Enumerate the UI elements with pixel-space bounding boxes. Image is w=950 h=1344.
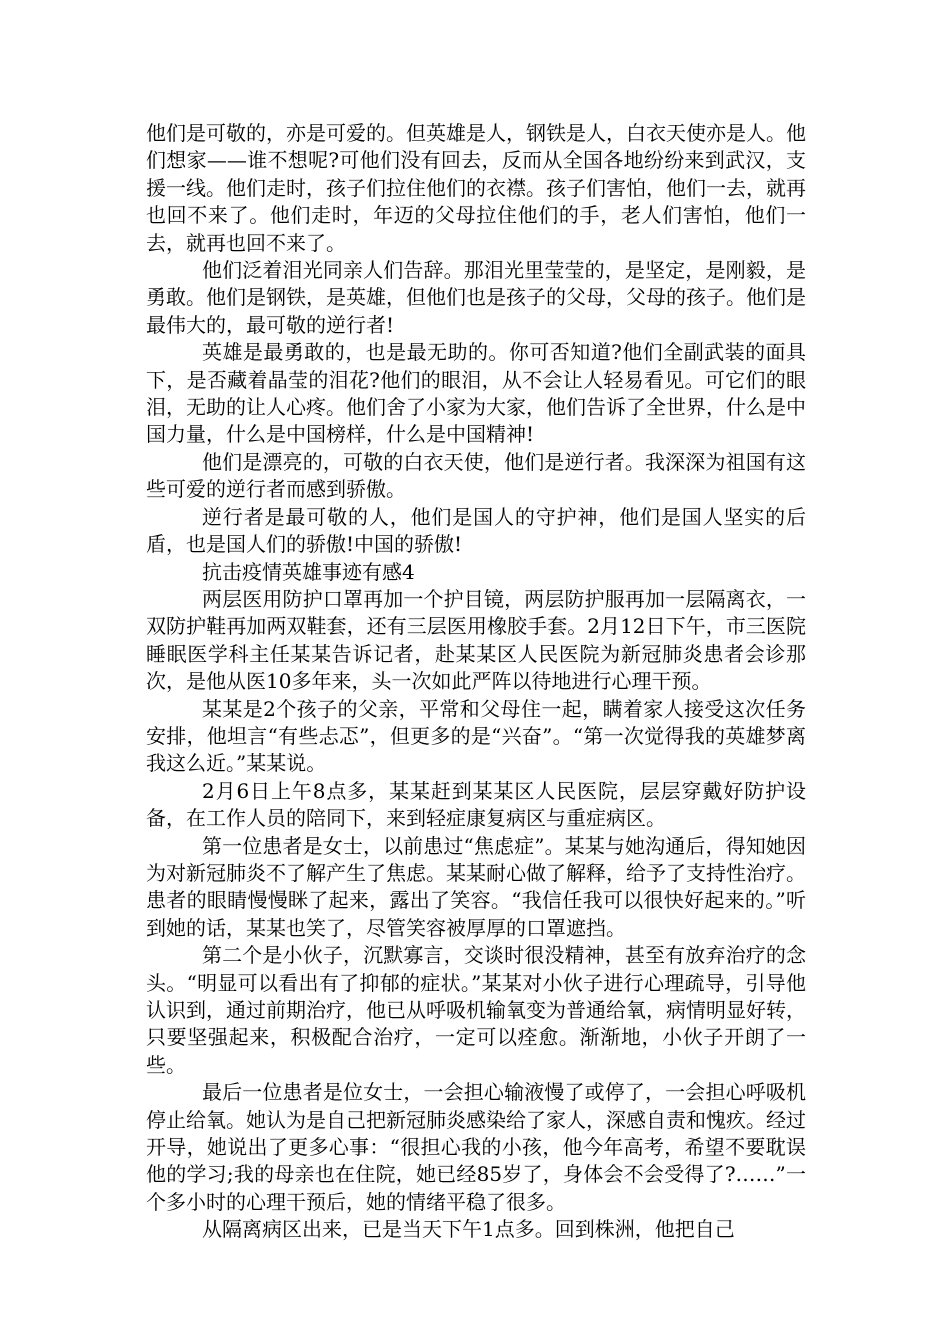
paragraph-9: 第一位患者是女士，以前患过“焦虑症”。某某与她沟通后，得知她因为对新冠肺炎不了解产生了焦虑。某某耐心做了解释，给予了支持性治疗。患者的眼睛慢慢眯了起来，露出了笑容。“我信任我可以很快好起来的。”听到她的话，某某也笑了，尽管笑容被厚厚的口罩遮挡。 xyxy=(146,833,806,940)
paragraph-3: 英雄是最勇敢的，也是最无助的。你可否知道?他们全副武装的面具下，是否藏着晶莹的泪花?他们的眼泪，从不会让人轻易看见。可它们的眼泪，无助的让人心疼。他们舍了小家为大家，他们告诉了全世界，什么是中国力量，什么是中国榜样，什么是中国精神! xyxy=(146,340,806,447)
paragraph-5: 逆行者是最可敬的人，他们是国人的守护神，他们是国人坚实的后盾，也是国人们的骄傲!中国的骄傲! xyxy=(146,504,806,557)
paragraph-1: 他们是可敬的，亦是可爱的。但英雄是人，钢铁是人，白衣天使亦是人。他们想家——谁不想呢?可他们没有回去，反而从全国各地纷纷来到武汉，支援一线。他们走时，孩子们拉住他们的衣襟。孩子们害怕，他们一去，就再也回不来了。他们走时，年迈的父母拉住他们的手，老人们害怕，他们一去，就再也回不来了。 xyxy=(146,121,806,255)
section-heading: 抗击疫情英雄事迹有感4 xyxy=(202,559,415,584)
paragraph-10: 第二个是小伙子，沉默寡言，交谈时很没精神，甚至有放弃治疗的念头。“明显可以看出有了抑郁的症状。”某某对小伙子进行心理疏导，引导他认识到，通过前期治疗，他已从呼吸机输氧变为普通给氧，病情明显好转，只要坚强起来，积极配合治疗，一定可以痊愈。渐渐地，小伙子开朗了一些。 xyxy=(146,943,806,1077)
paragraph-7: 某某是2个孩子的父亲，平常和父母住一起，瞒着家人接受这次任务安排，他坦言“有些忐忑”，但更多的是“兴奋”。“第一次觉得我的英雄梦离我这么近。”某某说。 xyxy=(146,696,806,776)
document-page xyxy=(146,120,806,1244)
paragraph-11: 最后一位患者是位女士，一会担心输液慢了或停了，一会担心呼吸机停止给氧。她认为是自己把新冠肺炎感染给了家人，深感自责和愧疚。经过开导，她说出了更多心事：“很担心我的小孩，他今年高考，希望不要耽误他的学习;我的母亲也在住院，她已经85岁了，身体会不会受得了?……”一个多小时的心理干预后，她的情绪平稳了很多。 xyxy=(146,1080,806,1214)
paragraph-12: 从隔离病区出来，已是当天下午1点多。回到株洲，他把自己 xyxy=(202,1217,735,1242)
paragraph-8: 2月6日上午8点多，某某赶到某某区人民医院，层层穿戴好防护设备，在工作人员的陪同下，来到轻症康复病区与重症病区。 xyxy=(146,778,806,831)
paragraph-4: 他们是漂亮的，可敬的白衣天使，他们是逆行者。我深深为祖国有这些可爱的逆行者而感到骄傲。 xyxy=(146,449,806,502)
paragraph-6: 两层医用防护口罩再加一个护目镜，两层防护服再加一层隔离衣，一双防护鞋再加两双鞋套，还有三层医用橡胶手套。2月12日下午，市三医院睡眠医学科主任某某告诉记者，赴某某区人民医院为新冠肺炎患者会诊那次，是他从医10多年来，头一次如此严阵以待地进行心理干预。 xyxy=(146,586,806,694)
paragraph-2: 他们泛着泪光同亲人们告辞。那泪光里莹莹的，是坚定，是刚毅，是勇敢。他们是钢铁，是英雄，但他们也是孩子的父母，父母的孩子。他们是最伟大的，最可敬的逆行者! xyxy=(146,258,806,337)
